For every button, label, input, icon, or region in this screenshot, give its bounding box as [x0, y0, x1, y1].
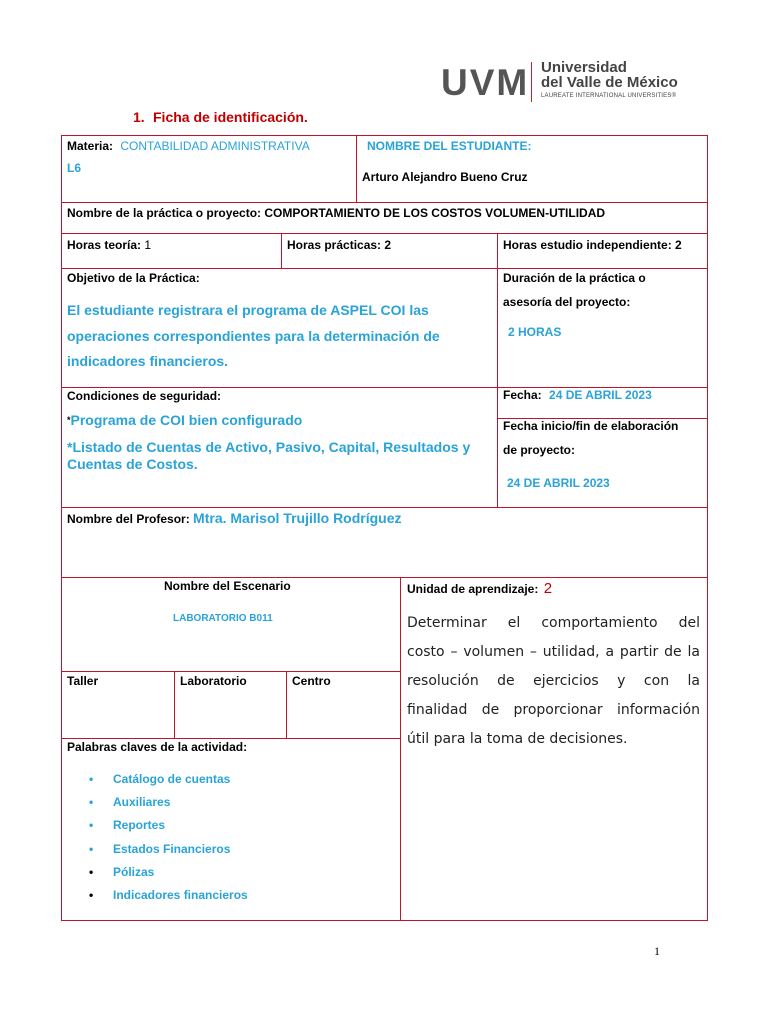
- learning-unit-description: [407, 609, 700, 754]
- logo-divider: [531, 62, 532, 102]
- section-title: Ficha de identificación.: [153, 109, 308, 125]
- professor-name: Mtra. Marisol Trujillo Rodríguez: [193, 510, 402, 526]
- center-label: Centro: [292, 674, 331, 688]
- section-number: 1.: [133, 109, 145, 125]
- learning-unit-line: útil para la toma de decisiones.: [407, 731, 628, 747]
- safety-condition-2: [67, 439, 470, 473]
- professor-label: Nombre del Profesor:: [67, 512, 190, 526]
- learning-unit-line: costo – volumen – utilidad, a partir de la: [407, 644, 700, 660]
- independent-hours: Horas estudio independiente: 2: [503, 238, 682, 252]
- objective-line: operaciones correspondientes para la determinación de: [67, 327, 440, 344]
- keyword-item: • Catálogo de cuentas: [89, 772, 248, 795]
- theory-hours: [67, 238, 151, 252]
- safety-condition-1-bullet: *: [67, 415, 71, 425]
- objective-line: indicadores financieros.: [67, 353, 229, 369]
- keywords-label: Palabras claves de la actividad:: [67, 740, 248, 754]
- logo-university-line2: del Valle de México: [541, 74, 678, 91]
- safety-condition-1: [67, 411, 302, 429]
- safety-condition-1-text: Programa de COI bien configurado: [70, 412, 303, 428]
- scenario-value: LABORATORIO B011: [173, 613, 273, 624]
- keyword-item: • Indicadores financieros: [89, 888, 248, 911]
- project-dates-label-line: de proyecto:: [503, 443, 576, 457]
- keyword-item: • Pólizas: [89, 865, 248, 888]
- student-name-label: NOMBRE DEL ESTUDIANTE:: [367, 139, 532, 153]
- student-name-value: Arturo Alejandro Bueno Cruz: [362, 170, 528, 184]
- date-field: [503, 388, 652, 402]
- theory-hours-label: Horas teoría:: [67, 238, 142, 252]
- practice-name: Nombre de la práctica o proyecto: COMPORTAMIENTO DE LOS COSTOS VOLUMEN-UTILIDAD: [67, 206, 606, 220]
- duration-label: [503, 266, 646, 314]
- keyword-item: • Reportes: [89, 818, 248, 841]
- duration-label-line: asesoría del proyecto:: [503, 295, 631, 309]
- materia-value: CONTABILIDAD ADMINISTRATIVA: [120, 139, 310, 153]
- safety-conditions-label: Condiciones de seguridad:: [67, 389, 222, 403]
- objective-line: El estudiante registrara el programa de ASPEL COI las: [67, 302, 429, 318]
- section-heading: [133, 109, 308, 125]
- objective-label: Objetivo de la Práctica:: [67, 271, 200, 285]
- scenario-label: Nombre del Escenario: [164, 579, 291, 593]
- uvm-logo-mark: UVM: [441, 62, 530, 103]
- keyword-item: • Estados Financieros: [89, 842, 248, 865]
- learning-unit-line: Determinar el comportamiento del: [407, 615, 700, 631]
- logo-university-line1: Universidad: [541, 59, 627, 76]
- keyword-item: • Auxiliares: [89, 795, 248, 818]
- date-label: Fecha:: [503, 388, 542, 402]
- objective-text: [67, 298, 440, 375]
- theory-hours-value: 1: [144, 238, 152, 252]
- safety-condition-2-line: *Listado de Cuentas de Activo, Pasivo, Capital, Resultados y: [67, 439, 471, 455]
- duration-value: 2 HORAS: [508, 325, 562, 339]
- project-dates-value: 24 DE ABRIL 2023: [507, 476, 610, 490]
- materia-field: [67, 139, 310, 153]
- practical-hours: Horas prácticas: 2: [287, 238, 392, 252]
- logo-laureate-line: LAUREATE INTERNATIONAL UNIVERSITIES®: [541, 93, 677, 99]
- learning-unit: [407, 580, 552, 597]
- duration-label-line: Duración de la práctica o: [503, 271, 646, 285]
- date-value: 24 DE ABRIL 2023: [549, 388, 652, 402]
- keywords-list: [89, 772, 248, 911]
- materia-code: L6: [67, 161, 82, 175]
- project-dates-label: [503, 414, 678, 462]
- workshop-label: Taller: [67, 674, 99, 688]
- safety-condition-2-line: Cuentas de Costos.: [67, 456, 198, 472]
- page-number: 1: [654, 944, 660, 958]
- learning-unit-label: Unidad de aprendizaje:: [407, 582, 539, 596]
- materia-label: Materia:: [67, 139, 114, 153]
- learning-unit-line: resolución de ejercicios y con la: [407, 673, 700, 689]
- professor-field: [67, 510, 402, 526]
- learning-unit-number: 2: [543, 580, 553, 597]
- learning-unit-line: finalidad de proporcionar información: [407, 702, 700, 718]
- project-dates-label-line: Fecha inicio/fin de elaboración: [503, 419, 679, 433]
- laboratory-label: Laboratorio: [180, 674, 247, 688]
